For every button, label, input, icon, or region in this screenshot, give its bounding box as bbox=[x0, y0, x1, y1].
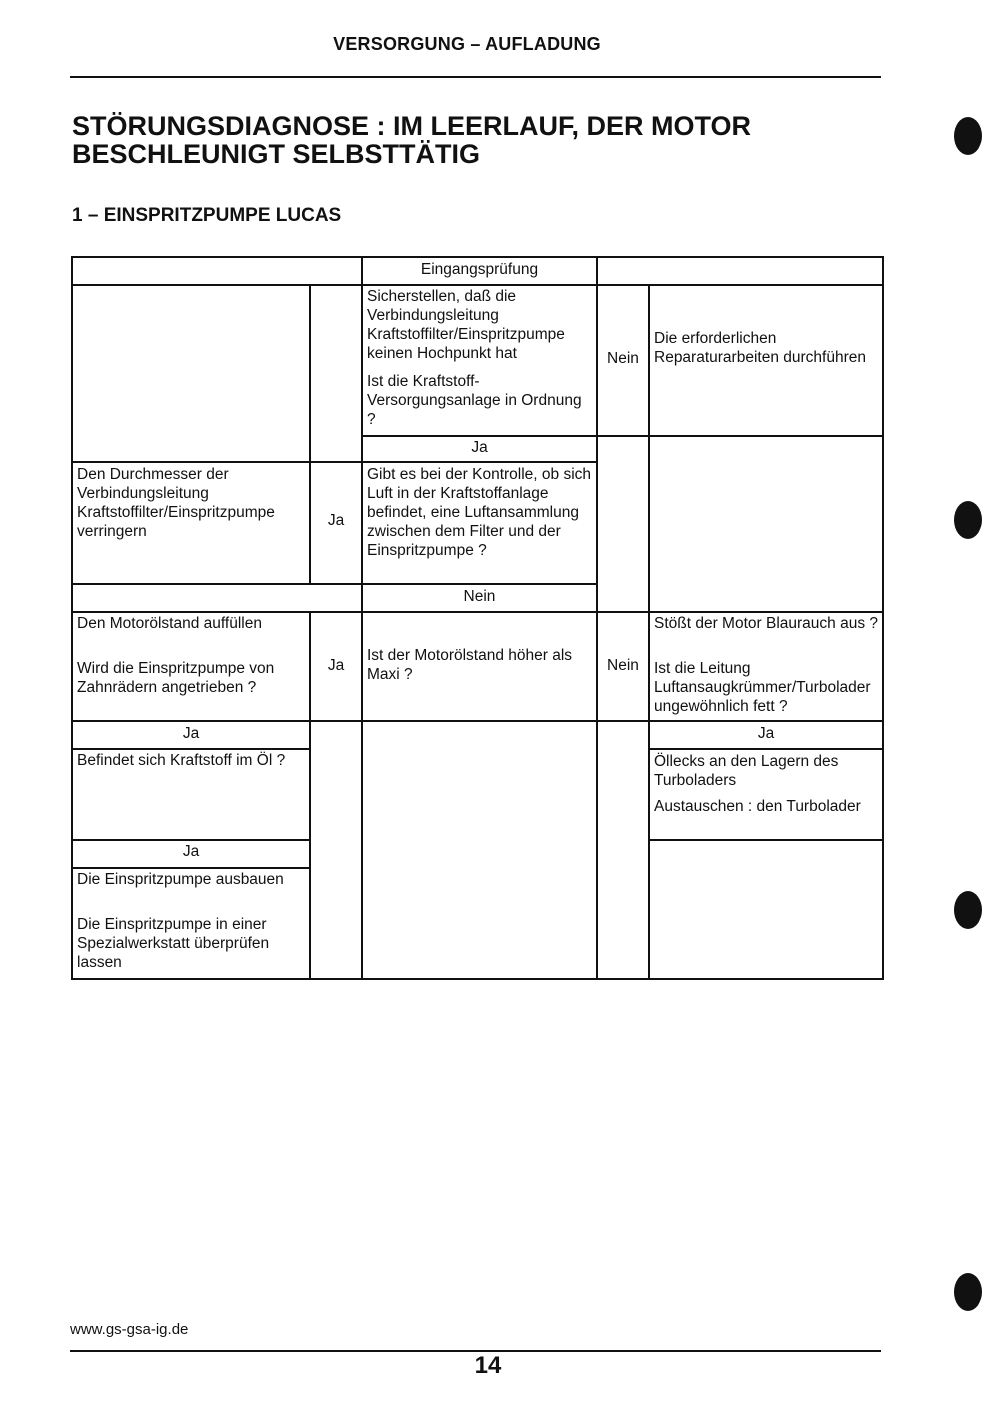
answer-no-3: Nein bbox=[607, 657, 639, 674]
cell-empty-h bbox=[596, 720, 650, 980]
cell-empty-b bbox=[309, 284, 363, 463]
question-blue-smoke: Stößt der Motor Blaurauch aus ? bbox=[654, 615, 879, 632]
cell-empty-f bbox=[309, 720, 363, 980]
question-supply-ok: Ist die Kraftstoff-Versorgungsanlage in Ordnung ? bbox=[367, 373, 582, 428]
binder-hole-mark bbox=[954, 891, 982, 929]
question-oil-level: Ist der Motorölstand höher als Maxi ? bbox=[367, 647, 573, 683]
question-gear-driven: Wird die Einspritzpumpe von Zahnrädern angetrieben ? bbox=[77, 660, 275, 696]
header-rule bbox=[70, 76, 881, 78]
section-subtitle: 1 – EINSPRITZPUMPE LUCAS bbox=[72, 205, 342, 226]
question-air: Gibt es bei der Kontrolle, ob sich Luft in der Kraftstoffanlage befindet, eine Luftansammlung zwischen dem Filter und der Einspritzpumpe ? bbox=[367, 466, 592, 559]
action-replace-turbo: Austauschen : den Turbolader bbox=[654, 798, 861, 815]
cell-empty-a bbox=[71, 284, 311, 463]
answer-yes-3: Ja bbox=[327, 657, 345, 674]
footer-website: www.gs-gsa-ig.de bbox=[70, 1321, 189, 1338]
action-fill-oil: Den Motorölstand auffüllen bbox=[77, 615, 262, 632]
cell-empty-e bbox=[71, 583, 363, 613]
answer-yes-4: Ja bbox=[182, 725, 200, 742]
page-title-line-1: STÖRUNGSDIAGNOSE : IM LEERLAUF, DER MOTOR bbox=[72, 111, 752, 141]
answer-yes-1: Ja bbox=[471, 439, 488, 456]
cell-empty-d bbox=[648, 435, 884, 613]
question-fuel-in-oil: Befindet sich Kraftstoff im Öl ? bbox=[77, 752, 286, 769]
answer-yes-5: Ja bbox=[757, 725, 775, 742]
start-label: Eingangsprüfung bbox=[420, 261, 539, 278]
answer-no-2: Nein bbox=[463, 588, 496, 605]
binder-hole-mark bbox=[954, 501, 982, 539]
action-remove-pump: Die Einspritzpumpe ausbauen bbox=[77, 871, 284, 888]
binder-hole-mark bbox=[954, 117, 982, 155]
page-number: 14 bbox=[474, 1352, 502, 1379]
page-title bbox=[72, 112, 892, 168]
answer-no-1: Nein bbox=[607, 350, 639, 367]
diagnosis-turbo-leaks: Öllecks an den Lagern des Turboladers bbox=[654, 753, 839, 789]
cell-empty-g bbox=[361, 720, 598, 980]
answer-yes-6: Ja bbox=[182, 843, 200, 860]
question-supply-line: Sicherstellen, daß die Verbindungsleitung Kraftstoffilter/Einspritzpumpe keinen Hochpunkt hat bbox=[367, 288, 565, 362]
question-intake-oily: Ist die Leitung Luftansaugkrümmer/Turbolader ungewöhnlich fett ? bbox=[654, 660, 871, 715]
action-reduce-diameter: Den Durchmesser der Verbindungsleitung Kraftstoffilter/Einspritzpumpe verringern bbox=[77, 466, 275, 540]
cell-empty-c bbox=[596, 435, 650, 613]
page-title-line-2: BESCHLEUNIGT SELBSTTÄTIG bbox=[72, 139, 481, 169]
action-check-pump: Die Einspritzpumpe in einer Spezialwerkstatt überprüfen lassen bbox=[77, 916, 270, 971]
cell-top-right bbox=[596, 256, 884, 286]
answer-yes-2: Ja bbox=[327, 512, 345, 529]
cell-top-left bbox=[71, 256, 363, 286]
running-header: VERSORGUNG – AUFLADUNG bbox=[333, 34, 601, 54]
cell-empty-i bbox=[648, 839, 884, 980]
binder-hole-mark bbox=[954, 1273, 982, 1311]
action-repair: Die erforderlichen Reparaturarbeiten durchführen bbox=[654, 330, 866, 366]
